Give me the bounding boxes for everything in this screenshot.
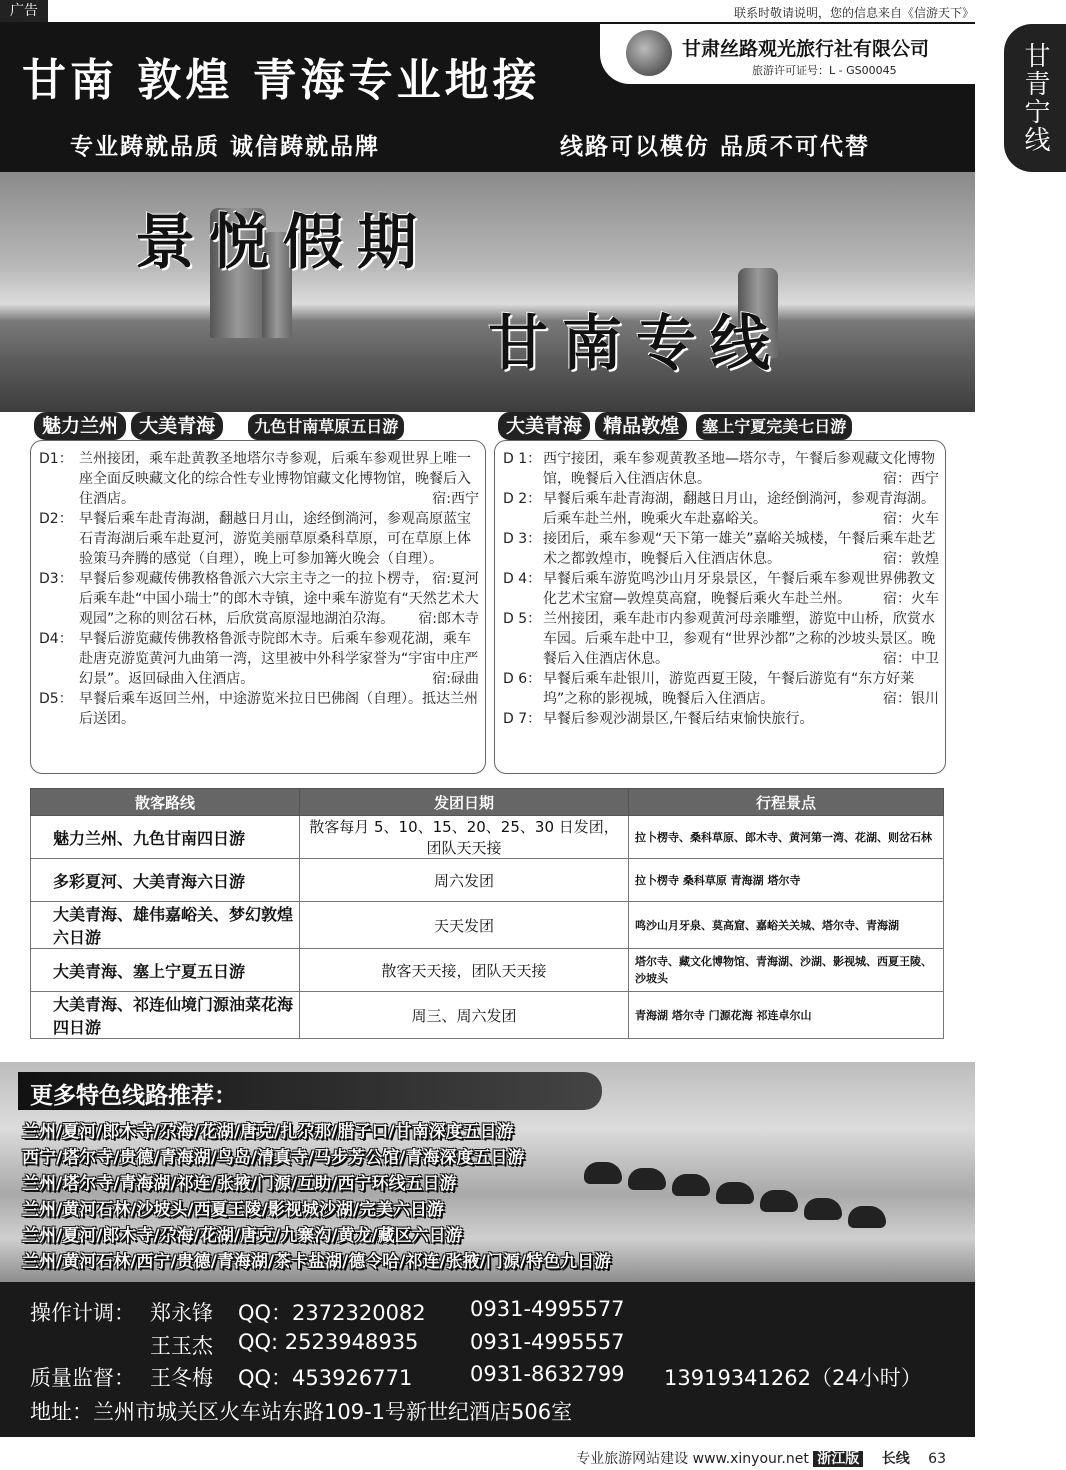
departure-date: 散客每月 5、10、15、20、25、30 日发团，团队天天接: [300, 816, 629, 859]
more-route-item: 兰州/黄河石林/沙坡头/西夏王陵/影视城沙湖/完美六日游: [22, 1200, 445, 1220]
route-spots: 鸣沙山月牙泉、莫高窟、嘉峪关关城、塔尔寺、青海湖: [629, 902, 944, 949]
address: 地址：兰州市城关区火车站东路109-1号新世纪酒店506室: [30, 1400, 573, 1424]
company-name: 甘肃丝路观光旅行社有限公司: [682, 38, 930, 60]
license-number: 旅游许可证号：L - GS00045: [752, 64, 897, 77]
side-tab-label: 甘青宁线: [1020, 42, 1050, 154]
table-row: [31, 949, 944, 992]
table-row: [31, 859, 944, 902]
camel-icon: [716, 1182, 754, 1204]
slogan-right: 线路可以模仿 品质不可代替: [560, 134, 871, 160]
footer-site: 专业旅游网站建设 www.xinyour.net: [576, 1451, 809, 1467]
left-itinerary-box: [30, 440, 486, 774]
table-header-route: 散客路线: [31, 789, 300, 816]
itinerary-day: D5： 早餐后乘车返回兰州，中途游览米拉日巴佛阁（自理）。抵达兰州后送团。: [39, 691, 478, 727]
itinerary-day: D3： 早餐后参观藏传佛教格鲁派六大宗主寺之一的拉卜楞寺，后乘车赴“中国小瑞士”的郎木寺镇，途中乘车游览有“天然艺术大观园”之称的则岔石林，后欣赏高原湿地湖泊尕海。 宿:郎木寺: [39, 571, 479, 627]
quality-name: 王冬梅: [150, 1366, 213, 1390]
right-route-subtitle: 塞上宁夏完美七日游: [696, 414, 852, 440]
itinerary-day: D2： 早餐后乘车赴青海湖，翻越日月山，途经倒淌河，参观高原蓝宝石青海湖后乘车赴夏河，游览美丽草原桑科草原，可在草原上体验策马奔腾的感觉（自理），晚上可参加篝火晚会（自理）。 宿:夏河: [39, 511, 479, 587]
operator-1-phone: 0931-4995577: [470, 1297, 625, 1321]
route-spots: 拉卜楞寺、桑科草原、郎木寺、黄河第一湾、花湖、则岔石林: [629, 816, 944, 859]
camel-icon: [804, 1198, 842, 1220]
itinerary-day: D 3： 接团后，乘车参观“天下第一雄关”嘉峪关城楼，午餐后乘车赴艺术之都敦煌市，晚餐后入住酒店休息。 宿：敦煌: [503, 531, 939, 567]
itinerary-day: D 2： 早餐后乘车赴青海湖，翻越日月山，途经倒淌河，参观青海湖。后乘车赴兰州，晚乘火车赴嘉峪关。 宿：火车: [503, 491, 939, 527]
page-footer: [576, 1448, 946, 1468]
source-notice: 联系时敬请说明，您的信息来自《信游天下》: [733, 6, 974, 20]
quality-mobile: 13919341262（24小时）: [664, 1366, 922, 1390]
right-route-pill-2: 精品敦煌: [595, 412, 687, 440]
route-name: 大美青海、雄伟嘉峪关、梦幻敦煌六日游: [31, 902, 300, 949]
headline: 甘南 敦煌 青海专业地接: [22, 55, 541, 106]
route-name: 大美青海、祁连仙境门源油菜花海四日游: [31, 992, 300, 1039]
itinerary-day: D 4： 早餐后乘车游览鸣沙山月牙泉景区，午餐后乘车参观世界佛教文化艺术宝窟—敦煌莫高窟，晚餐后乘火车赴兰州。 宿：火车: [503, 571, 939, 607]
camel-icon: [584, 1162, 622, 1184]
quality-label: 质量监督：: [30, 1366, 135, 1390]
more-routes-title: 更多特色线路推荐：: [30, 1083, 237, 1109]
route-spots: 塔尔寺、藏文化博物馆、青海湖、沙湖、影视城、西夏王陵、沙坡头: [629, 949, 944, 992]
table-header-spots: 行程景点: [629, 789, 944, 816]
departure-date: 天天发团: [300, 902, 629, 949]
itinerary-day: D 7： 早餐后参观沙湖景区,午餐后结束愉快旅行。: [503, 711, 814, 727]
right-route-pill-1: 大美青海: [498, 412, 590, 440]
more-route-item: 兰州/塔尔寺/青海湖/祁连/张掖/门源/互助/西宁环线五日游: [22, 1174, 457, 1194]
route-spots: 拉卜楞寺 桑科草原 青海湖 塔尔寺: [629, 859, 944, 902]
ad-tag: 广告: [0, 0, 48, 22]
footer-section: 长线: [881, 1451, 910, 1467]
route-schedule-table: [30, 788, 944, 1039]
route-name: 多彩夏河、大美青海六日游: [31, 859, 300, 902]
itinerary-day: D1： 兰州接团，乘车赴黄教圣地塔尔寺参观，后乘车参观世界上唯一座全面反映藏文化的综合性专业博物馆藏文化博物馆，晚餐后入住酒店。 宿:西宁: [39, 451, 479, 507]
itinerary-day: D4： 早餐后游览藏传佛教格鲁派寺院郎木寺。后乘车参观花湖，乘车赴唐克游览黄河九曲第一湾，这里被中外科学家誉为“宇宙中庄严幻景”。返回碌曲入住酒店。 宿:碌曲: [39, 631, 479, 687]
quality-phone: 0931-8632799: [470, 1362, 625, 1386]
left-route-header: [34, 412, 404, 442]
departure-date: 周六发团: [300, 859, 629, 902]
operator-1-name: 郑永锋: [150, 1301, 213, 1325]
left-route-pill-1: 魅力兰州: [34, 412, 126, 440]
table-row: [31, 992, 944, 1039]
table-header-date: 发团日期: [300, 789, 629, 816]
footer-edition: 浙江版: [813, 1451, 863, 1467]
operator-label: 操作计调：: [30, 1301, 135, 1325]
itinerary-day: D 6： 早餐后乘车赴银川，游览西夏王陵，午餐后游览有“东方好莱坞”之称的影视城，晚餐后入住酒店。 宿：银川: [503, 671, 939, 707]
left-route-subtitle: 九色甘南草原五日游: [248, 414, 404, 440]
camel-icon: [760, 1190, 798, 1212]
operator-2-name: 王玉杰: [150, 1334, 213, 1358]
table-row: [31, 902, 944, 949]
quality-qq: QQ：453926771: [238, 1366, 413, 1390]
more-route-item: 兰州/夏河/郎木寺/尕海/花湖/唐克/九寨沟/黄龙/藏区六日游: [22, 1226, 463, 1246]
banner-title-brand: 景悦假期: [135, 208, 431, 278]
itinerary-day: D 1： 西宁接团，乘车参观黄教圣地—塔尔寺，午餐后参观藏文化博物馆，晚餐后入住酒店休息。 宿：西宁: [503, 451, 939, 487]
more-route-item: 兰州/夏河/郎木寺/尕海/花湖/唐克/扎尕那/腊子口/甘南深度五日游: [22, 1122, 514, 1142]
operator-2-qq: QQ: 2523948935: [238, 1330, 419, 1354]
more-route-item: 兰州/黄河石林/西宁/贵德/青海湖/茶卡盐湖/德令哈/祁连/张掖/门源/特色九日游: [22, 1252, 612, 1272]
route-spots: 青海湖 塔尔寺 门源花海 祁连卓尔山: [629, 992, 944, 1039]
itinerary-day: D 5： 兰州接团，乘车赴市内参观黄河母亲雕塑，游览中山桥，欣赏水车园。后乘车赴中卫，参观有“世界沙都”之称的沙坡头景区。晚餐后入住酒店休息。 宿：中卫: [503, 611, 939, 667]
camel-icon: [628, 1168, 666, 1190]
right-itinerary-box: [494, 440, 946, 774]
slogan-left: 专业踌就品质 诚信踌就品牌: [70, 134, 381, 160]
camel-icon: [672, 1174, 710, 1196]
page-number: 63: [928, 1451, 946, 1467]
section-side-tab: [1004, 24, 1066, 172]
left-route-pill-2: 大美青海: [131, 412, 223, 440]
table-row: [31, 816, 944, 859]
table-header-row: [31, 789, 944, 816]
route-name: 大美青海、塞上宁夏五日游: [31, 949, 300, 992]
camel-icon: [848, 1206, 886, 1228]
departure-date: 周三、周六发团: [300, 992, 629, 1039]
more-route-item: 西宁/塔尔寺/贵德/青海湖/鸟岛/清真寺/马步芳公馆/青海深度五日游: [22, 1148, 525, 1168]
right-route-header: [498, 412, 852, 442]
route-name: 魅力兰州、九色甘南四日游: [31, 816, 300, 859]
banner-title-line: 甘南专线: [488, 309, 784, 379]
company-logo-icon: [626, 30, 672, 76]
operator-1-qq: QQ：2372320082: [238, 1301, 426, 1325]
operator-2-phone: 0931-4995557: [470, 1330, 625, 1354]
departure-date: 散客天天接，团队天天接: [300, 949, 629, 992]
